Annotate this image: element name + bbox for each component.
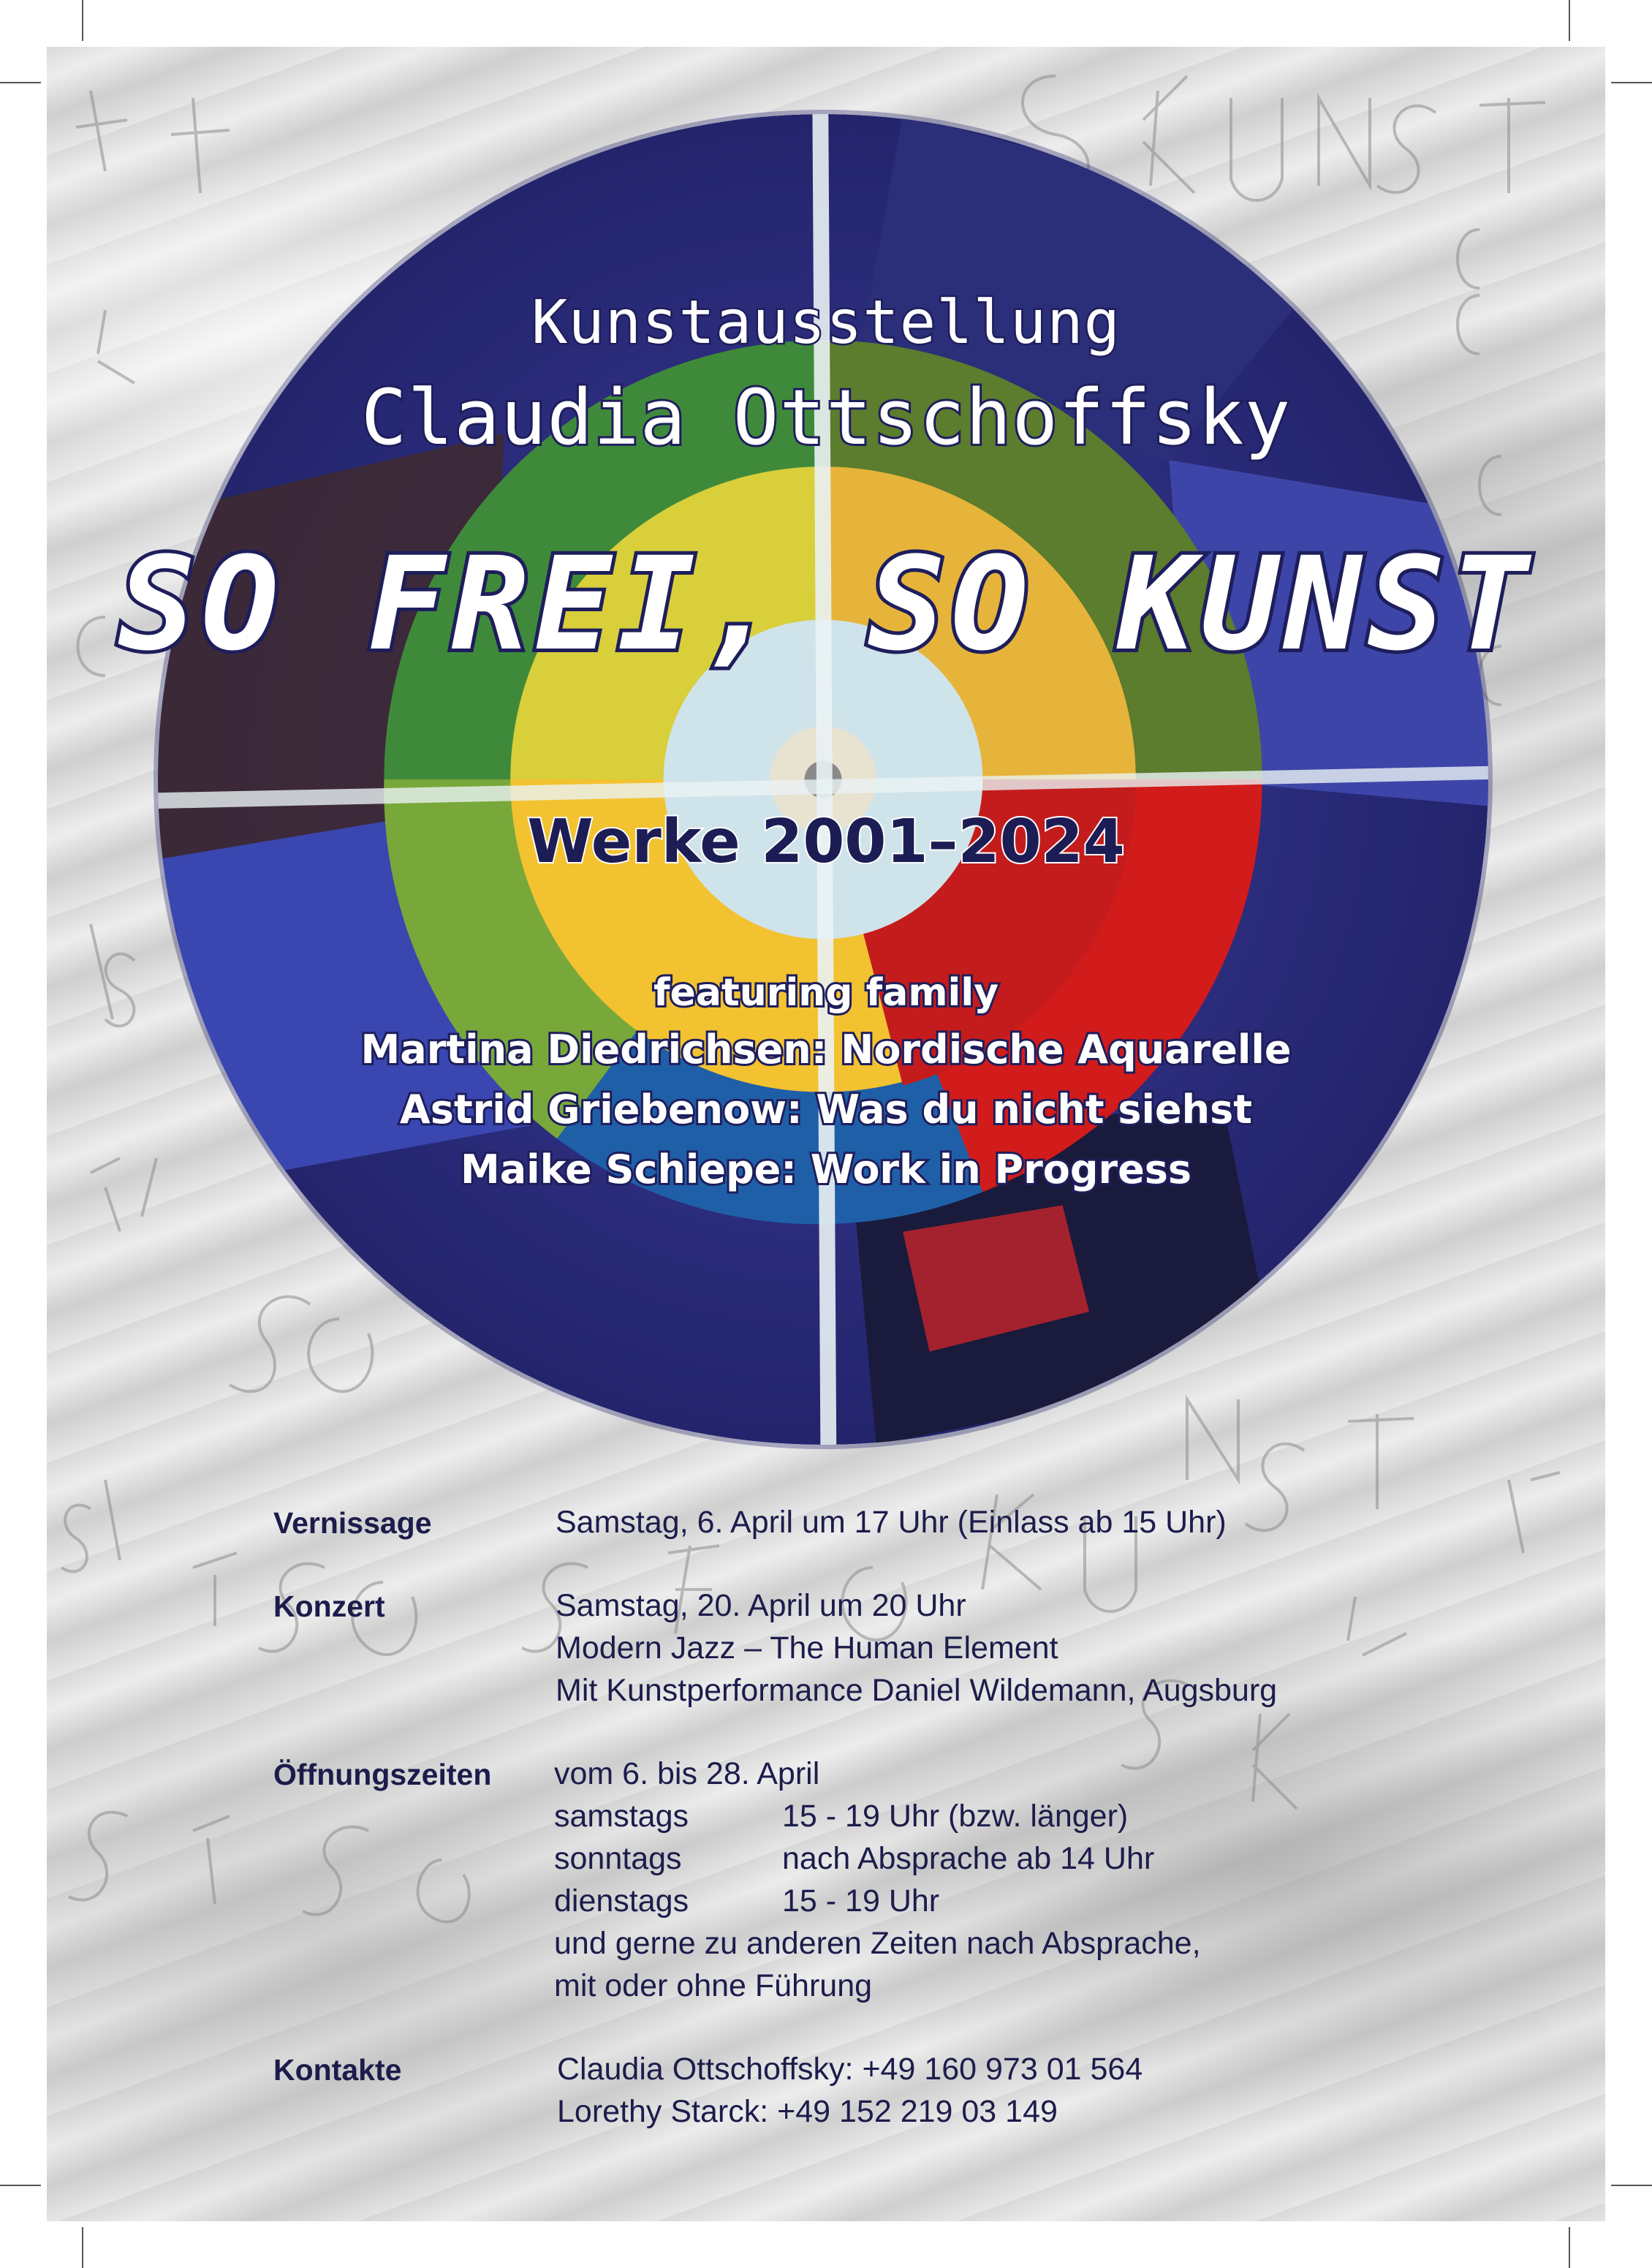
exhibition-title: SO FREI, SO KUNST [118,529,1534,679]
guest-artist: Martina Diedrichsen: Nordische Aquarelle [360,1027,1292,1073]
artist-name: Claudia Ottschoffsky [360,373,1292,462]
exhibition-subtitle: Kunstausstellung [531,288,1121,358]
crop-mark-bottom-left-h [0,2185,41,2186]
crop-mark-top-left [82,0,83,41]
oeffnungszeiten-label: Öffnungszeiten [273,1758,492,1791]
contact-line: Lorethy Starck: +49 152 219 03 149 [557,2094,1058,2129]
oeffnungszeiten-note: und gerne zu anderen Zeiten nach Absprache, [554,1926,1201,1961]
crop-mark-top-left-h [0,82,41,83]
schedule-day: dienstags [554,1883,689,1919]
crop-mark-bottom-right [1569,2227,1570,2268]
schedule-day: sonntags [554,1841,682,1876]
crop-mark-bottom-left [82,2227,83,2268]
crop-mark-bottom-right-h [1611,2185,1652,2186]
konzert-line: Modern Jazz – The Human Element [556,1630,1058,1666]
guest-artist: Astrid Griebenow: Was du nicht siehst [399,1086,1253,1133]
poster-headline-group [47,47,1605,1494]
crop-mark-top-right-h [1611,82,1652,83]
konzert-label: Konzert [273,1590,385,1623]
schedule-time: 15 - 19 Uhr (bzw. länger) [782,1799,1129,1834]
vernissage-label: Vernissage [273,1506,432,1540]
guest-artist: Maike Schiepe: Work in Progress [460,1146,1192,1192]
crop-mark-top-right [1569,0,1570,41]
oeffnungszeiten-range: vom 6. bis 28. April [554,1756,820,1791]
kontakte-label: Kontakte [273,2053,402,2087]
oeffnungszeiten-note: mit oder ohne Führung [554,1968,873,2003]
featuring-heading: featuring family [653,971,999,1015]
schedule-time: 15 - 19 Uhr [782,1883,940,1919]
works-period: Werke 2001–2024 [527,807,1125,877]
schedule-time: nach Absprache ab 14 Uhr [782,1841,1155,1876]
schedule-day: samstags [554,1799,689,1834]
contact-line: Claudia Ottschoffsky: +49 160 973 01 564 [557,2052,1143,2087]
vernissage-date: Samstag, 6. April um 17 Uhr (Einlass ab 15 Uhr) [556,1505,1227,1540]
konzert-line: Samstag, 20. April um 20 Uhr [556,1588,966,1623]
konzert-line: Mit Kunstperformance Daniel Wildemann, Augsburg [556,1673,1278,1708]
